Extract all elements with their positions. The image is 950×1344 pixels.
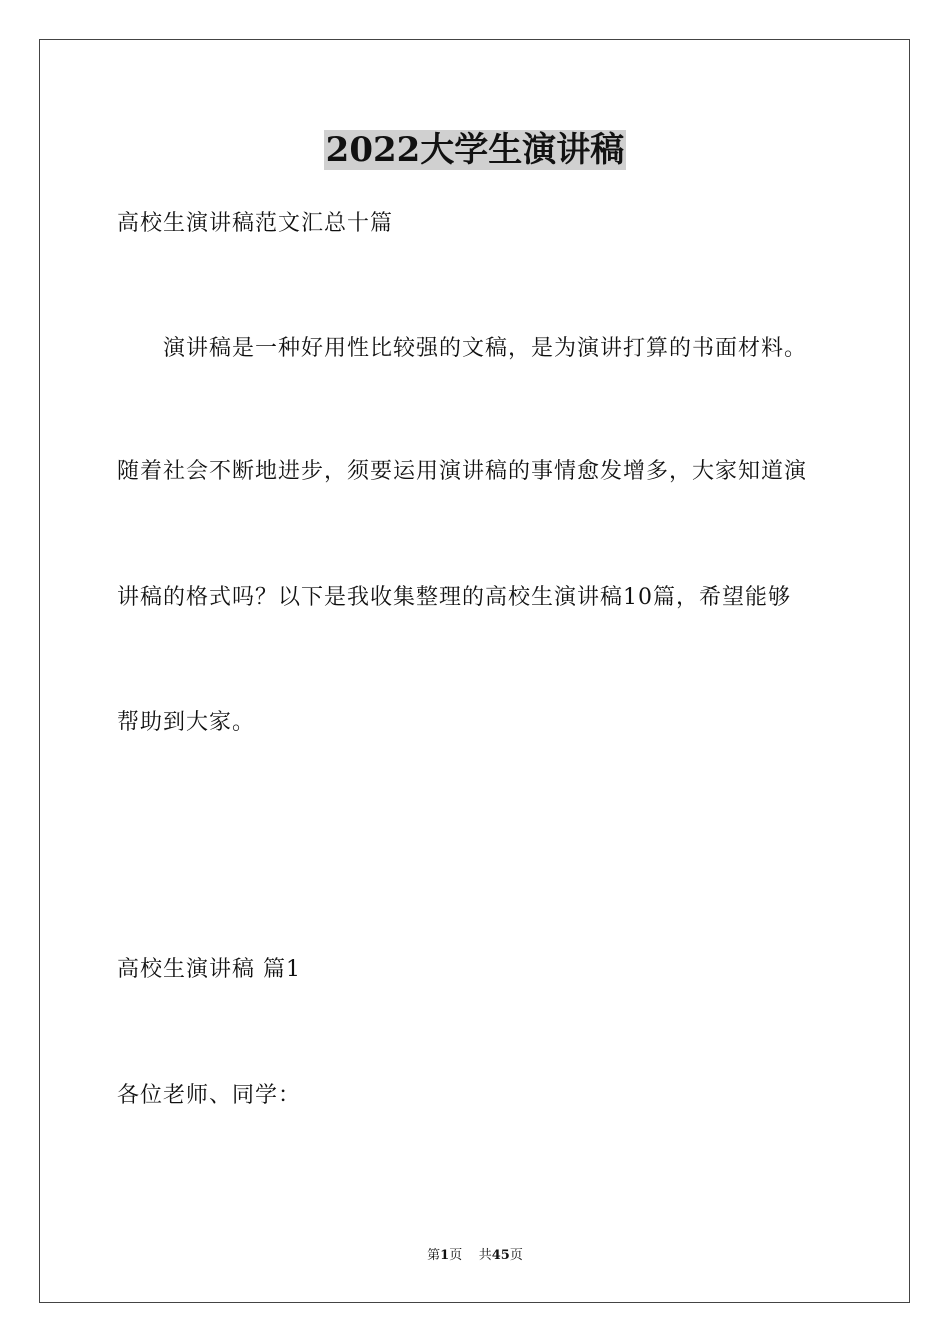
- document-title: [0, 128, 950, 172]
- footer-page-suffix: 页: [449, 1248, 463, 1263]
- document-subtitle: 高校生演讲稿范文汇总十篇: [117, 211, 394, 236]
- greeting: 各位老师、同学：: [117, 1083, 302, 1108]
- intro-line-2: 随着社会不断地进步，须要运用演讲稿的事情愈发增多，大家知道演: [117, 459, 808, 484]
- section-heading: 高校生演讲稿 篇1: [117, 957, 301, 982]
- footer-total-suffix: 页: [509, 1248, 523, 1263]
- intro-line-3: 讲稿的格式吗？以下是我收集整理的高校生演讲稿10篇，希望能够: [117, 585, 791, 610]
- page-footer: [0, 1247, 950, 1265]
- intro-line-4: 帮助到大家。: [117, 710, 256, 735]
- footer-page-prefix: 第: [427, 1248, 441, 1263]
- footer-total-pages: 45: [491, 1248, 510, 1263]
- intro-line-1: 演讲稿是一种好用性比较强的文稿，是为演讲打算的书面材料。: [163, 336, 808, 361]
- footer-total-prefix: 共: [478, 1248, 492, 1263]
- document-title-text: 2022大学生演讲稿: [325, 130, 625, 170]
- footer-page-number: 1: [440, 1248, 450, 1263]
